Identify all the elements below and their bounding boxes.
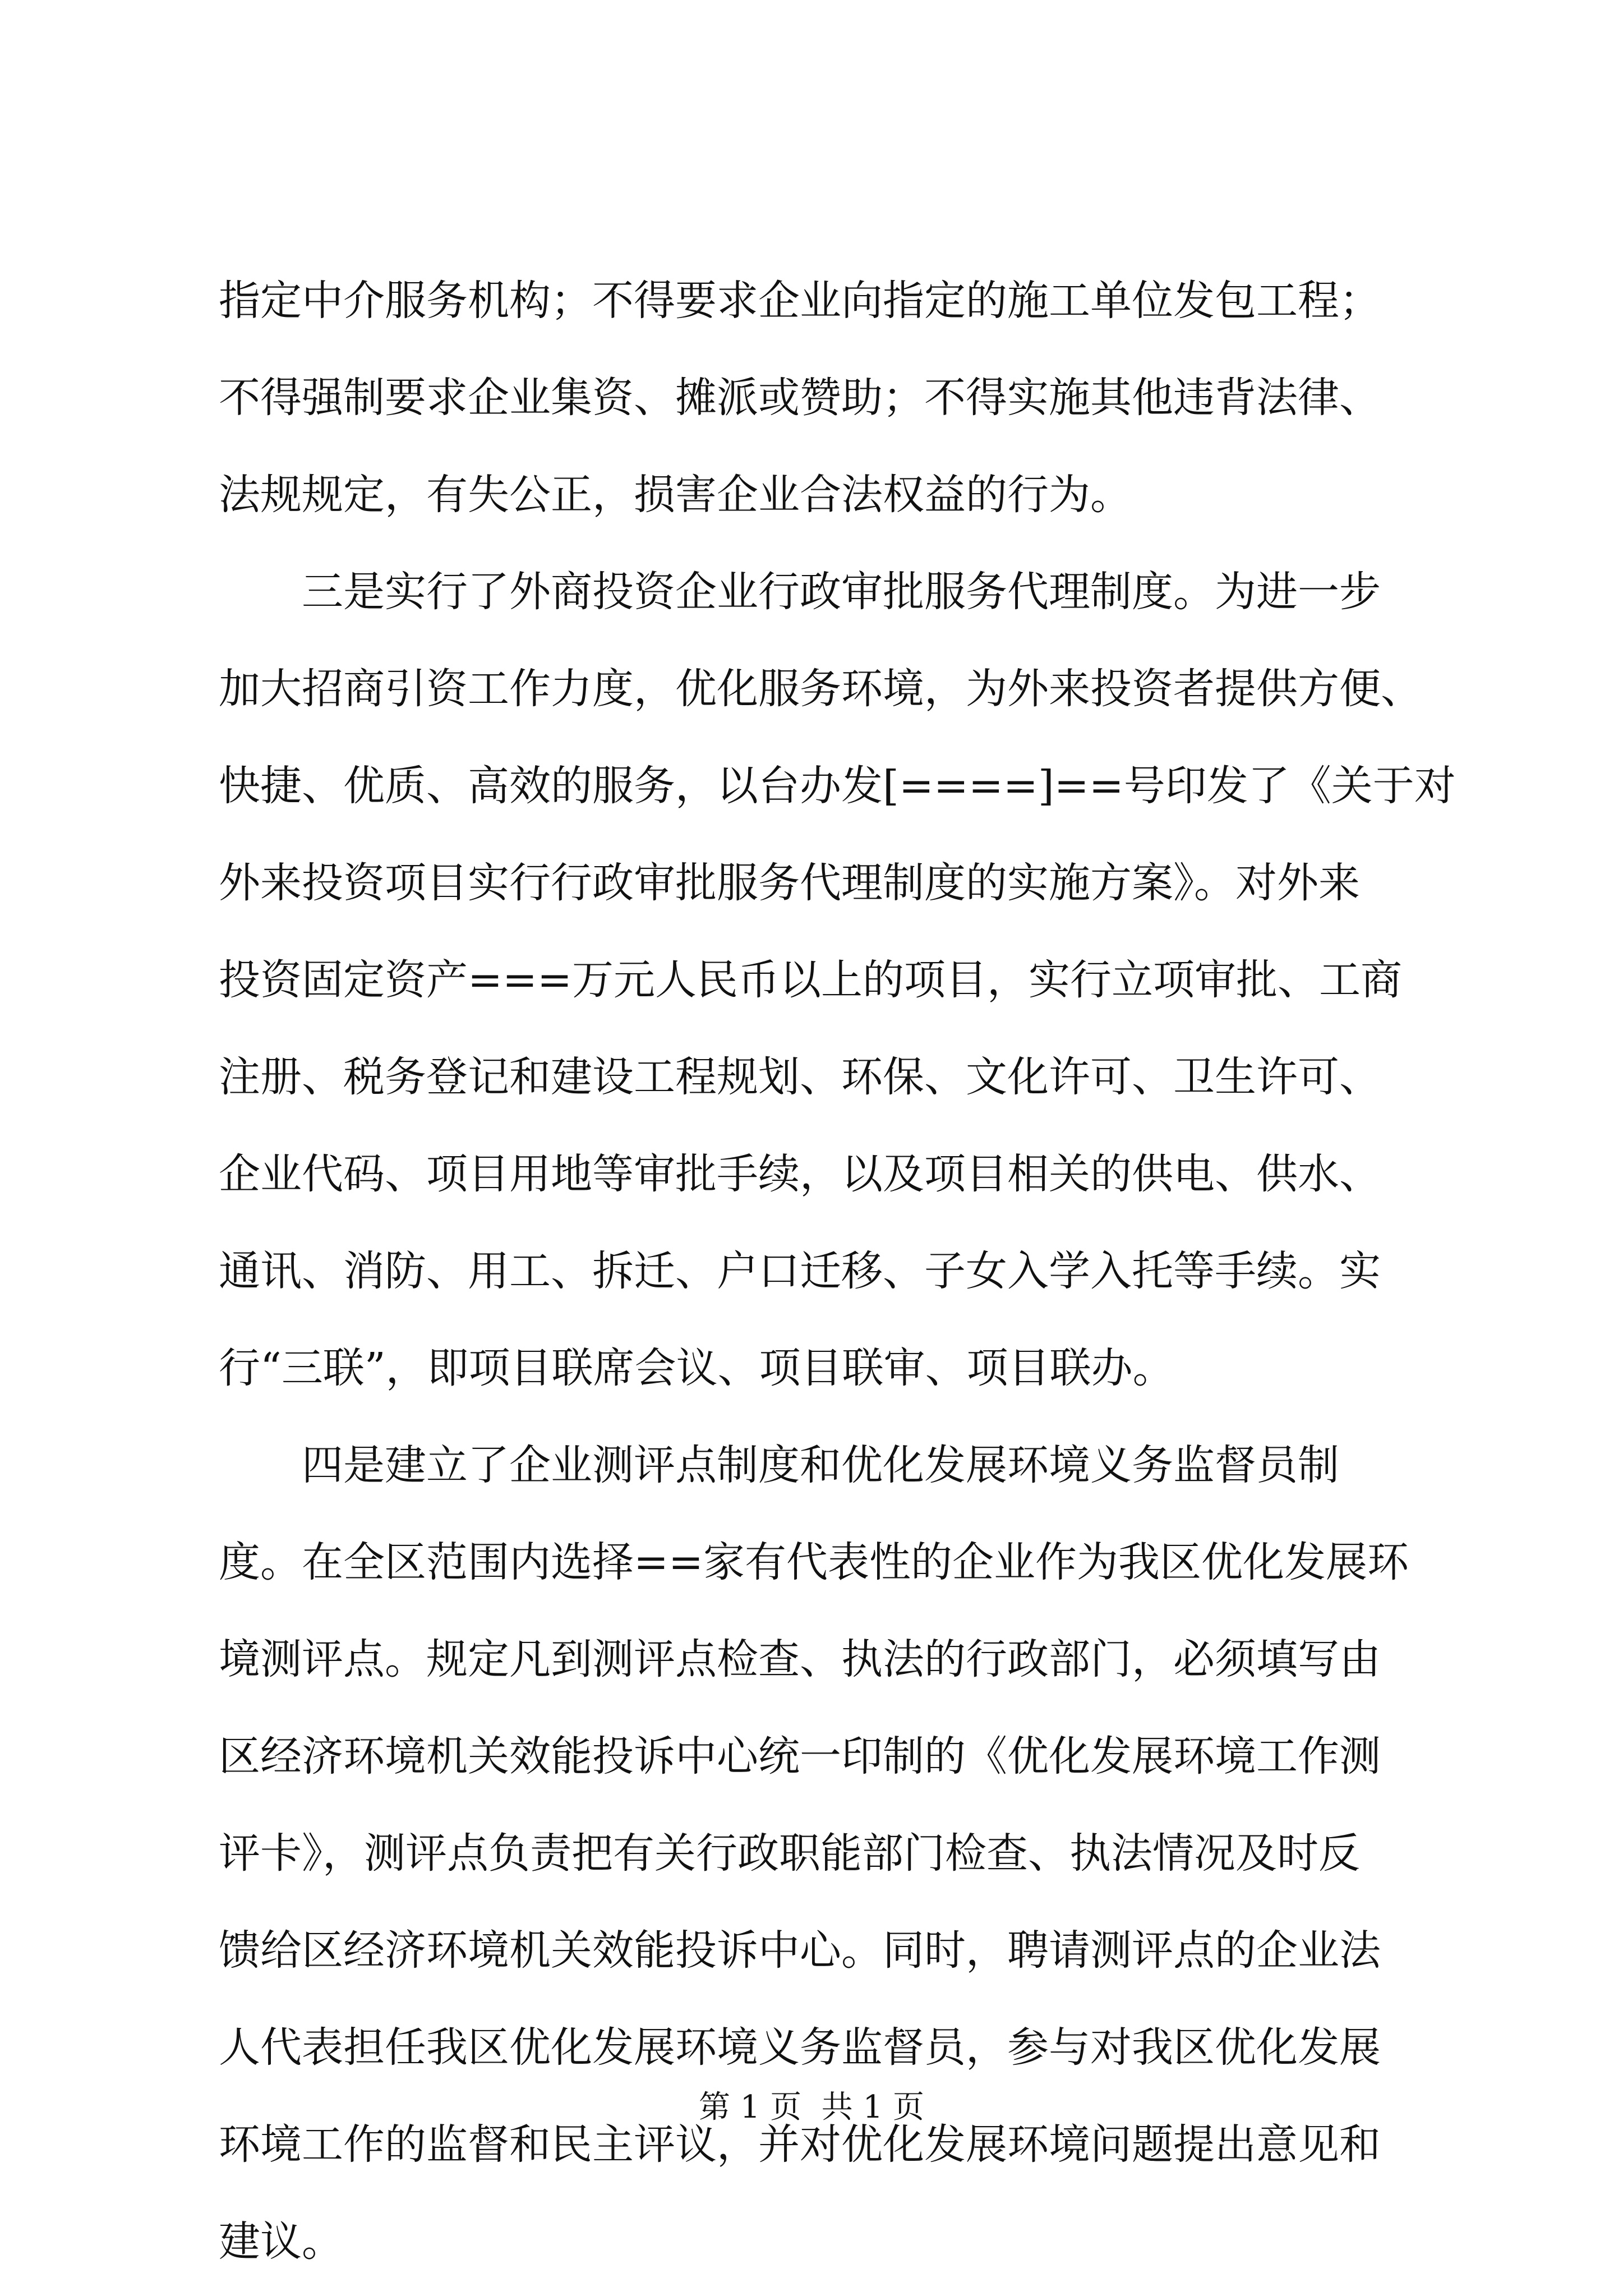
text-line: 外来投资项目实行行政审批服务代理制度的实施方案》。对外来 <box>219 859 1360 907</box>
text-line: 区经济环境机关效能投诉中心统一印制的《优化发展环境工作测 <box>219 1732 1381 1780</box>
text-line: 投资固定资产===万元人民币以上的项目，实行立项审批、工商 <box>219 956 1403 1004</box>
text-line: 人代表担任我区优化发展环境义务监督员，参与对我区优化发展 <box>219 2023 1381 2072</box>
text-line: 注册、税务登记和建设工程规划、环保、文化许可、卫生许可、 <box>219 1053 1381 1101</box>
body-text <box>219 252 1456 2290</box>
text-line: 度。在全区范围内选择==家有代表性的企业作为我区优化发展环 <box>219 1538 1409 1586</box>
text-line: 加大招商引资工作力度，优化服务环境，为外来投资者提供方便、 <box>219 665 1422 713</box>
text-line: 境测评点。规定凡到测评点检查、执法的行政部门，必须填写由 <box>219 1635 1381 1683</box>
text-line: 不得强制要求企业集资、摊派或赞助；不得实施其他违背法律、 <box>219 374 1381 422</box>
text-line: 建议。 <box>219 2217 343 2266</box>
text-line: 指定中介服务机构；不得要求企业向指定的施工单位发包工程； <box>219 277 1381 325</box>
text-line: 评卡》，测评点负责把有关行政职能部门检查、执法情况及时反 <box>219 1829 1360 1878</box>
text-line: 馈给区经济环境机关效能投诉中心。同时，聘请测评点的企业法 <box>219 1926 1381 1975</box>
paragraph-4-first-line: 四是建立了企业测评点制度和优化发展环境义务监督员制 <box>302 1441 1339 1489</box>
text-line: 企业代码、项目用地等审批手续，以及项目相关的供电、供水、 <box>219 1150 1381 1198</box>
paragraph-3-first-line: 三是实行了外商投资企业行政审批服务代理制度。为进一步 <box>302 568 1381 616</box>
text-line: 快捷、优质、高效的服务，以台办发[====]==号印发了《关于对 <box>219 762 1456 810</box>
page-number-footer: 第 1 页 共 1 页 <box>698 2089 925 2125</box>
text-line: 环境工作的监督和民主评议，并对优化发展环境问题提出意见和 <box>219 2120 1381 2169</box>
text-line: 行“三联”，即项目联席会议、项目联审、项目联办。 <box>219 1344 1174 1392</box>
text-line: 法规规定，有失公正，损害企业合法权益的行为。 <box>219 471 1132 519</box>
text-line: 通讯、消防、用工、拆迁、户口迁移、子女入学入托等手续。实 <box>219 1247 1381 1295</box>
